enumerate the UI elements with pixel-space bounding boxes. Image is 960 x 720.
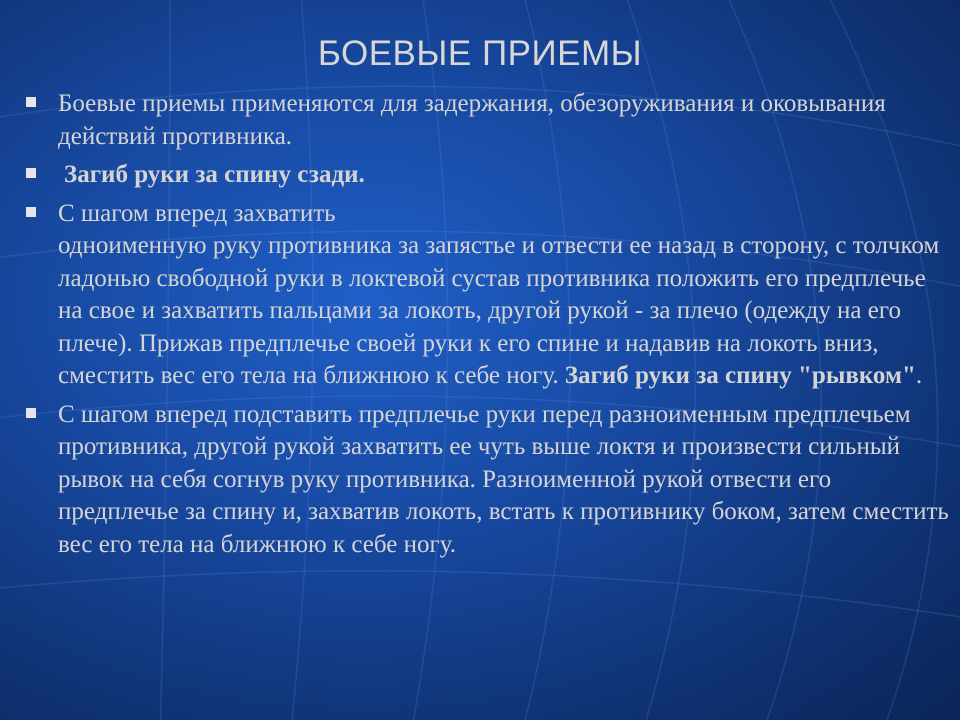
bullet-heading: Загиб руки за спину сзади.: [64, 161, 365, 188]
bullet-text: С шагом вперед подставить предплечье руки перед разноименным предплечьем противника, другой рукой захватить ее чуть выше локтя и произвести сильный рывок на себя согнув руку противника. Разноименной рукой отвести его предплечье за спину и, захватив локоть, встать к противнику боком, затем сместить вес его тела на ближнюю к себе ногу.: [58, 400, 949, 558]
square-bullet-icon: [26, 408, 36, 418]
square-bullet-icon: [26, 168, 36, 178]
bullet-item: [22, 198, 950, 393]
bullet-text: одноименную руку противника за запястье и отвести ее назад в сторону, с толчком ладонью свободной руки в локтевой сустав противника положить его предплечье на свое и захватить пальцами за локоть, другой рукой - за плечо (одежду на его плече). Прижав предплечье своей руки к его спине и надавив на локоть вниз, сместить вес его тела на ближнюю к себе ногу.: [58, 232, 940, 389]
bullet-text-line1: С шагом вперед захватить: [58, 199, 336, 227]
bullet-tail-punctuation: .: [915, 362, 923, 389]
bullet-bold-heading: Загиб руки за спину "рывком": [564, 362, 916, 389]
square-bullet-icon: [26, 97, 36, 107]
bullet-item: [22, 159, 950, 192]
bullet-item: [22, 88, 950, 153]
slide-title: БОЕВЫЕ ПРИЕМЫ: [317, 34, 643, 73]
bullet-list: [22, 88, 950, 567]
bullet-text: Боевые приемы применяются для задержания, обезоруживания и оковывания действий противника.: [58, 90, 886, 150]
square-bullet-icon: [26, 207, 36, 217]
bullet-item: [22, 399, 950, 562]
